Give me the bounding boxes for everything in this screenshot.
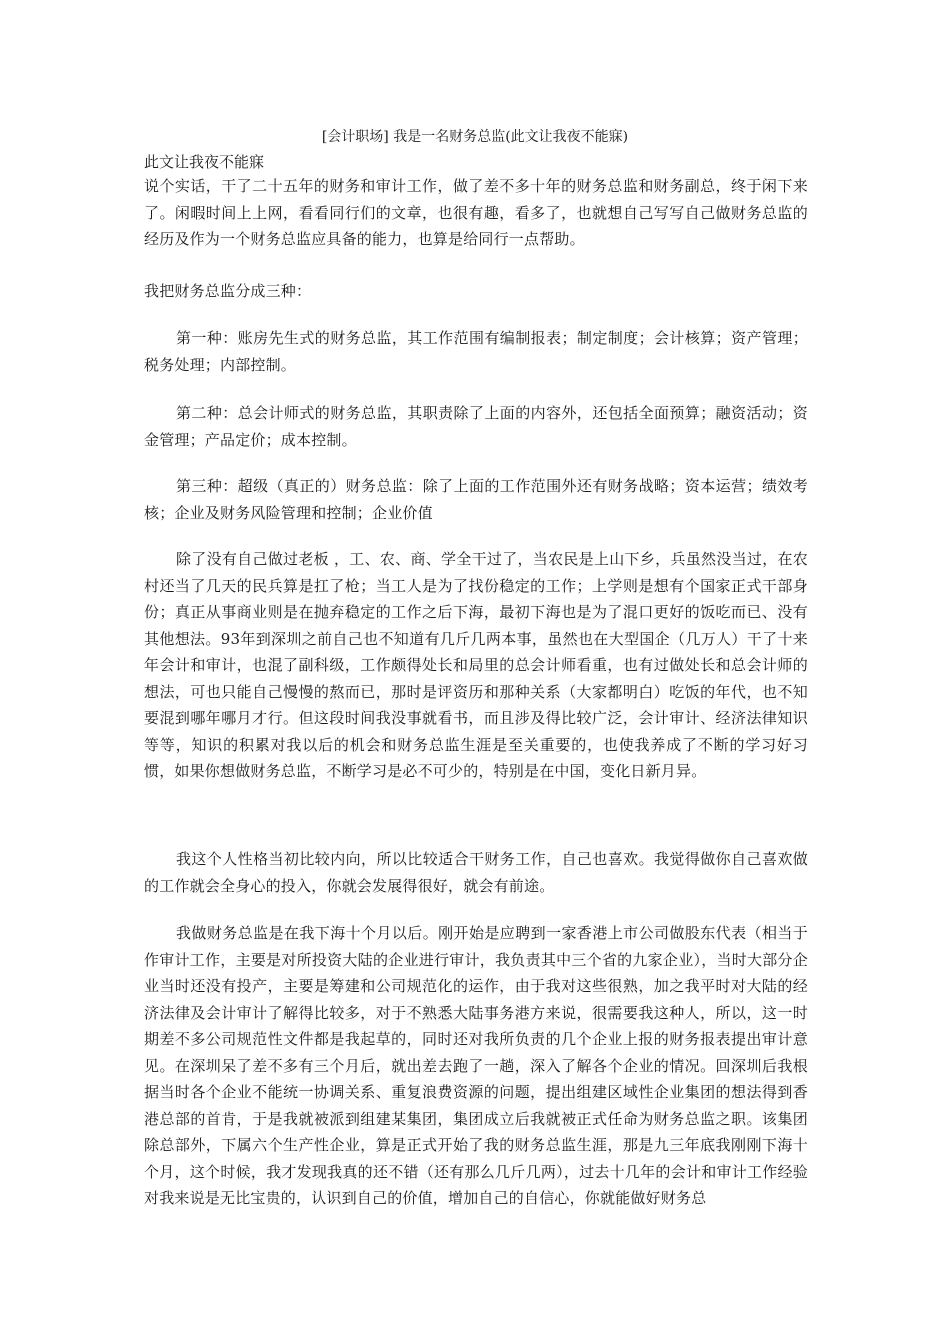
paragraph-text: 第三种：超级（真正的）财务总监：除了上面的工作范围外还有财务战略；资本运营；绩效考核；企业及财务风险管理和控制；企业价值 xyxy=(144,477,808,522)
type-one-paragraph xyxy=(144,325,808,378)
document-subtitle: 此文让我夜不能寐 xyxy=(144,153,265,171)
paragraph-text: 我做财务总监是在我下海十个月以后。刚开始是应聘到一家香港上市公司做股东代表（相当于作审计工作，主要是对所投资大陆的企业进行审计，我负责其中三个省的九家企业），当时大部分企业当时还没有投产，主要是筹建和公司规范化的运作，由于我对这些很熟，加之我平时对大陆的经济法律及会计审计了解得比较多，对于不熟悉大陆事务港方来说，很需要我这种人，所以，这一时期差不多公司规范性文件都是我起草的，同时还对我所负责的几个企业上报的财务报表提出审计意见。在深圳呆了差不多有三个月后，就出差去跑了一趟，深入了解各个企业的情况。回深圳后我根据当时各个企业不能统一协调关系、重复浪费资源的问题，提出组建区域性企业集团的想法得到香港总部的首肯，于是我就被派到组建某集团，集团成立后我就被正式任命为财务总监之职。该集团除总部外，下属六个生产性企业，算是正式开始了我的财务总监生涯，那是九三年底我刚刚下海十个月，这个时候，我才发现我真的还不错（还有那么几斤几两），过去十几年的会计和审计工作经验对我来说是无比宝贵的，认识到自己的价值，增加自己的自信心，你就能做好财务总 xyxy=(144,924,808,1207)
type-three-paragraph xyxy=(144,473,808,526)
paragraph-text: 除了没有自己做过老板 ，工、农、商、学全干过了，当农民是上山下乡，兵虽然没当过，在农村还当了几天的民兵算是扛了枪；当工人是为了找份稳定的工作；上学则是想有个国家正式干部身份；真正从事商业则是在抛弃稳定的工作之后下海，最初下海也是为了混口更好的饭吃而已、没有其他想法。93年到深圳之前自己也不知道有几斤几两本事，虽然也在大型国企（几万人）干了十来年会计和审计，也混了副科级，工作颇得处长和局里的总会计师看重，也有过做处长和总会计师的想法，可也只能自己慢慢的熬而已，那时是评资历和那种关系（大家都明白）吃饭的年代，也不知要混到哪年哪月才行。但这段时间我没事就看书，而且涉及得比较广泛，会计审计、经济法律知识等等，知识的积累对我以后的机会和财务总监生涯是至关重要的，也使我养成了不断的学习好习惯，如果你想做财务总监，不断学习是必不可少的，特别是在中国，变化日新月异。 xyxy=(144,550,808,780)
intro-paragraph xyxy=(144,173,808,253)
type-two-paragraph xyxy=(144,400,808,453)
three-types-heading xyxy=(144,278,808,305)
background-paragraph xyxy=(144,546,808,785)
paragraph-text: 我这个人性格当初比较内向，所以比较适合干财务工作，自己也喜欢。我觉得做你自己喜欢做的工作就会全身心的投入，你就会发展得很好，就会有前途。 xyxy=(144,850,808,895)
paragraph-text: 说个实话，干了二十五年的财务和审计工作，做了差不多十年的财务总监和财务副总，终于闲下来了。闲暇时间上上网，看看同行们的文章，也很有趣，看多了，也就想自己写写自己做财务总监的经历及作为一个财务总监应具备的能力，也算是给同行一点帮助。 xyxy=(144,177,808,248)
paragraph-text: 第二种：总会计师式的财务总监，其职责除了上面的内容外，还包括全面预算；融资活动；资金管理；产品定价；成本控制。 xyxy=(144,404,808,449)
paragraph-text: 我把财务总监分成三种： xyxy=(144,282,312,300)
career-paragraph xyxy=(144,920,808,1212)
document-title: [会计职场] 我是一名财务总监(此文让我夜不能寐) xyxy=(321,129,629,145)
paragraph-text: 第一种：账房先生式的财务总监，其工作范围有编制报表；制定制度；会计核算；资产管理；税务处理；内部控制。 xyxy=(144,329,808,374)
personality-paragraph xyxy=(144,846,808,899)
